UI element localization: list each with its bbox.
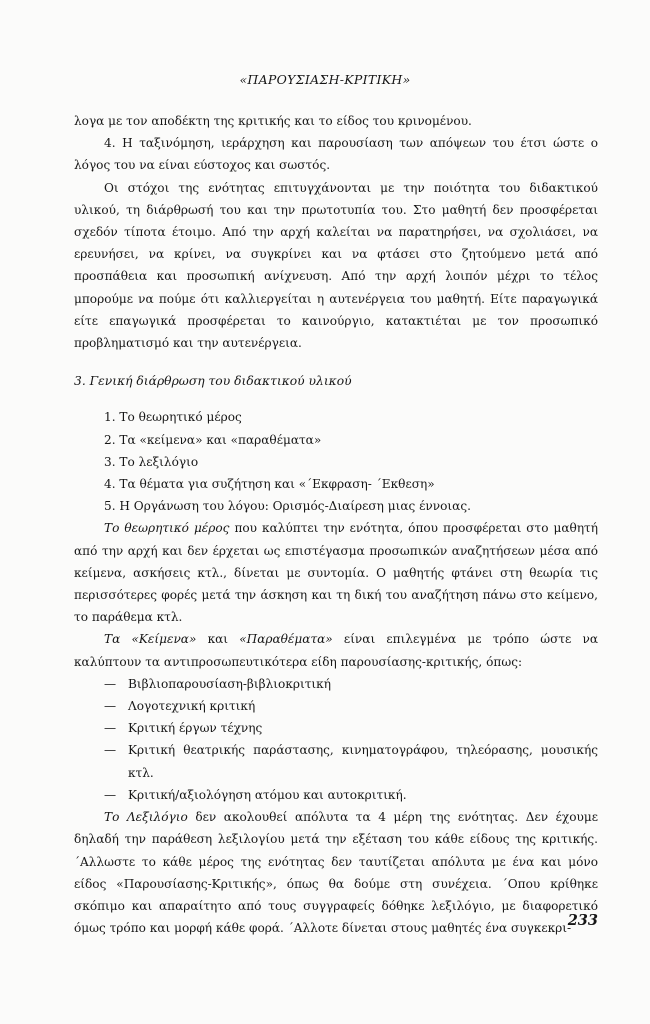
section-heading: 3. Γενική διάρθρωση του διδακτικού υλικού bbox=[74, 374, 352, 389]
list-item: 1. Το θεωρητικό μέρος bbox=[104, 410, 242, 425]
genre-list-text: Κριτική έργων τέχνης bbox=[128, 721, 263, 736]
genre-list-text: Λογοτεχνική κριτική bbox=[128, 699, 256, 714]
paragraph-texts-lead-2: «Παραθέματα» bbox=[239, 632, 333, 647]
dash-marker: — bbox=[104, 721, 117, 736]
paragraph-theory bbox=[74, 517, 598, 628]
page-number: 233 bbox=[567, 912, 598, 929]
genre-list-item bbox=[104, 695, 598, 717]
paragraph-theory-text: που καλύπτει την ενότητα, όπου προσφέρεται στο μαθητή από την αρχή και δεν έρχεται ως επιστέγασμα προσωπικών αναζητήσεων μέσα από κείμενα, ασκήσεις κτλ., δίνεται με συντομία. Ο μαθητής φτάνει στη θεωρία τις περισσότερες φορές μετά την άσκηση και τη δική του αναζήτηση πάνω στο κείμενο, το παράθεμα κτλ. bbox=[74, 521, 598, 625]
genre-list-text: Κριτική θεατρικής παράστασης, κινηματογράφου, τηλεόρασης, μουσικής κτλ. bbox=[128, 743, 598, 780]
paragraph-texts-lead-1: Τα «Κείμενα» bbox=[104, 632, 197, 647]
list-item: 2. Τα «κείμενα» και «παραθέματα» bbox=[104, 432, 322, 447]
paragraph-texts-text: είναι επιλεγμένα με τρόπο ώστε να καλύπτουν τα αντιπροσωπευτικότερα είδη παρουσίασης-κριτικής, όπως: bbox=[74, 632, 599, 669]
dash-marker: — bbox=[104, 743, 117, 758]
genre-list-item bbox=[104, 717, 598, 739]
genre-list bbox=[74, 673, 598, 806]
list-item: 4. Τα θέματα για συζήτηση και «΄Εκφραση- ΄Εκθεση» bbox=[104, 477, 435, 492]
genre-list-text: Κριτική/αξιολόγηση ατόμου και αυτοκριτική. bbox=[128, 787, 407, 802]
paragraph-1: λογα με τον αποδέκτη της κριτικής και το είδος του κρινομένου. bbox=[74, 114, 472, 128]
page-body bbox=[74, 110, 598, 939]
genre-list-item bbox=[104, 739, 598, 783]
paragraph-theory-lead: Το θεωρητικό μέρος bbox=[104, 521, 230, 536]
paragraph-vocabulary bbox=[74, 806, 598, 939]
list-item: 5. Η Οργάνωση του λόγου: Ορισμός-Διαίρεση μιας έννοιας. bbox=[104, 499, 471, 514]
genre-list-text: Βιβλιοπαρουσίαση-βιβλιοκριτική bbox=[128, 676, 331, 691]
paragraph-texts bbox=[74, 628, 598, 672]
running-head: «ΠΑΡΟΥΣΙΑΣΗ-ΚΡΙΤΙΚΗ» bbox=[239, 72, 411, 87]
structure-list bbox=[104, 406, 598, 517]
paragraph-vocabulary-text: δεν ακολουθεί απόλυτα τα 4 μέρη της ενότητας. Δεν έχουμε δηλαδή την παράθεση λεξιλογίου μετά την εξέταση του κάθε είδους της κριτικής. ΄Αλλωστε το κάθε μέρος της ενότητας δεν ταυτίζεται απόλυτα με ένα και μόνο είδος «Παρουσίασης-Κριτικής», όπως θα δούμε στη συνέχεια. ΄Οπου κρίθηκε σκόπιμο και απαραίτητο από τους συγγραφείς δόθηκε λεξιλόγιο, με διαφορετικό όμως τρόπο και μορφή κάθε φορά. ΄Αλλοτε δίνεται στους μαθητές ένα συγκεκρι- bbox=[74, 810, 598, 936]
list-item: 3. Το λεξιλόγιο bbox=[104, 454, 199, 469]
dash-marker: — bbox=[104, 787, 117, 802]
dash-marker: — bbox=[104, 676, 117, 691]
dash-marker: — bbox=[104, 699, 117, 714]
paragraph-3: Οι στόχοι της ενότητας επιτυγχάνονται με την ποιότητα του διδακτικού υλικού, τη διάρθρωσή του και την πρωτοτυπία του. Στο μαθητή δεν προσφέρεται σχεδόν τίποτα έτοιμο. Από την αρχή καλείται να παρατηρήσει, να σχολιάσει, να ερευνήσει, να κρίνει, να συγκρίνει και να φτάσει στο ζητούμενο μετά από προσπάθεια και προσωπική ανίχνευση. Από την αρχή λοιπόν μέχρι το τέλος μπορούμε να πούμε ότι καλλιεργείται η αυτενέργεια του μαθητή. Είτε παραγωγικά είτε επαγωγικά προσφέρεται το καινούργιο, κατακτιέται με τον προσωπικό προβληματισμό και την αυτενέργεια. bbox=[74, 180, 598, 351]
genre-list-item bbox=[104, 673, 598, 695]
paragraph-vocabulary-lead: Το Λεξιλόγιο bbox=[104, 810, 188, 825]
paragraph-2: 4. Η ταξινόμηση, ιεράρχηση και παρουσίαση των απόψεων του έτσι ώστε ο λόγος του να είναι εύστοχος και σωστός. bbox=[74, 136, 598, 173]
genre-list-item bbox=[104, 784, 598, 806]
paragraph-texts-mid: και bbox=[196, 632, 240, 647]
